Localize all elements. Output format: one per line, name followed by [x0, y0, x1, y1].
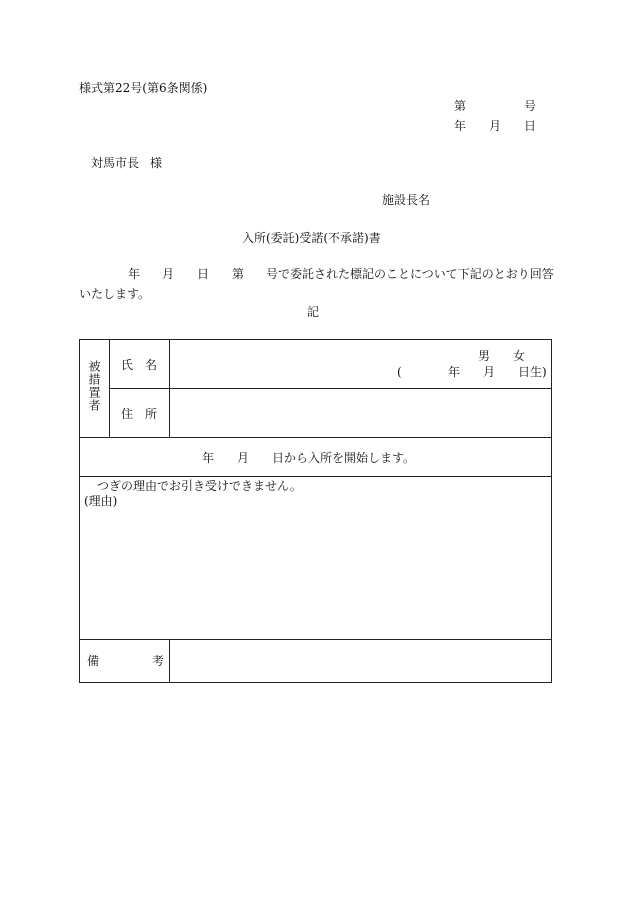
- col-divider-label-value: [169, 340, 170, 437]
- body-year: 年: [128, 267, 141, 281]
- birth-day: 日生): [518, 365, 547, 379]
- row-divider-reason-remarks: [80, 639, 552, 640]
- start-month: 月: [237, 451, 250, 465]
- birth-year: 年: [448, 365, 461, 379]
- birth-open-paren: (: [397, 365, 402, 379]
- body-number-prefix: 第: [232, 267, 245, 281]
- date-day: 日: [524, 119, 537, 133]
- body-text-line1: 号で委託された標記のことについて下記のとおり回答: [266, 267, 554, 281]
- row-divider-start-reason: [80, 476, 552, 477]
- name-label: 氏 名: [121, 358, 158, 372]
- remarks-label-left: 備: [87, 654, 100, 668]
- col-divider-remarks: [169, 639, 170, 683]
- addressee-title: 対馬市長: [91, 156, 140, 170]
- col-divider-subject: [109, 340, 110, 437]
- body-text-line2: いたします。: [79, 287, 151, 301]
- reject-text: つぎの理由でお引き受けできません。: [97, 479, 302, 493]
- document-title: 入所(委託)受諾(不承諾)書: [242, 231, 381, 245]
- addressee-honorific: 様: [150, 156, 163, 170]
- start-text: 日から入所を開始します。: [272, 451, 416, 465]
- date-month: 月: [489, 119, 502, 133]
- sender-label: 施設長名: [382, 193, 431, 207]
- row-divider-name-address: [109, 388, 552, 389]
- form-number: 様式第22号(第6条関係): [79, 81, 208, 95]
- body-month: 月: [162, 267, 175, 281]
- address-label: 住 所: [121, 407, 158, 421]
- date-year: 年: [454, 119, 467, 133]
- doc-number-suffix: 号: [524, 99, 537, 113]
- subject-label: 被措置者: [87, 360, 101, 412]
- ki-label: 記: [307, 305, 320, 319]
- sex-male: 男: [478, 349, 491, 363]
- sex-female: 女: [513, 349, 526, 363]
- reason-label: (理由): [84, 494, 118, 508]
- birth-month: 月: [483, 365, 496, 379]
- start-year: 年: [202, 451, 215, 465]
- response-form-table: [79, 339, 552, 683]
- row-divider-subject-start: [80, 437, 552, 438]
- body-day: 日: [197, 267, 210, 281]
- remarks-label-right: 考: [152, 654, 165, 668]
- doc-number-prefix: 第: [454, 99, 467, 113]
